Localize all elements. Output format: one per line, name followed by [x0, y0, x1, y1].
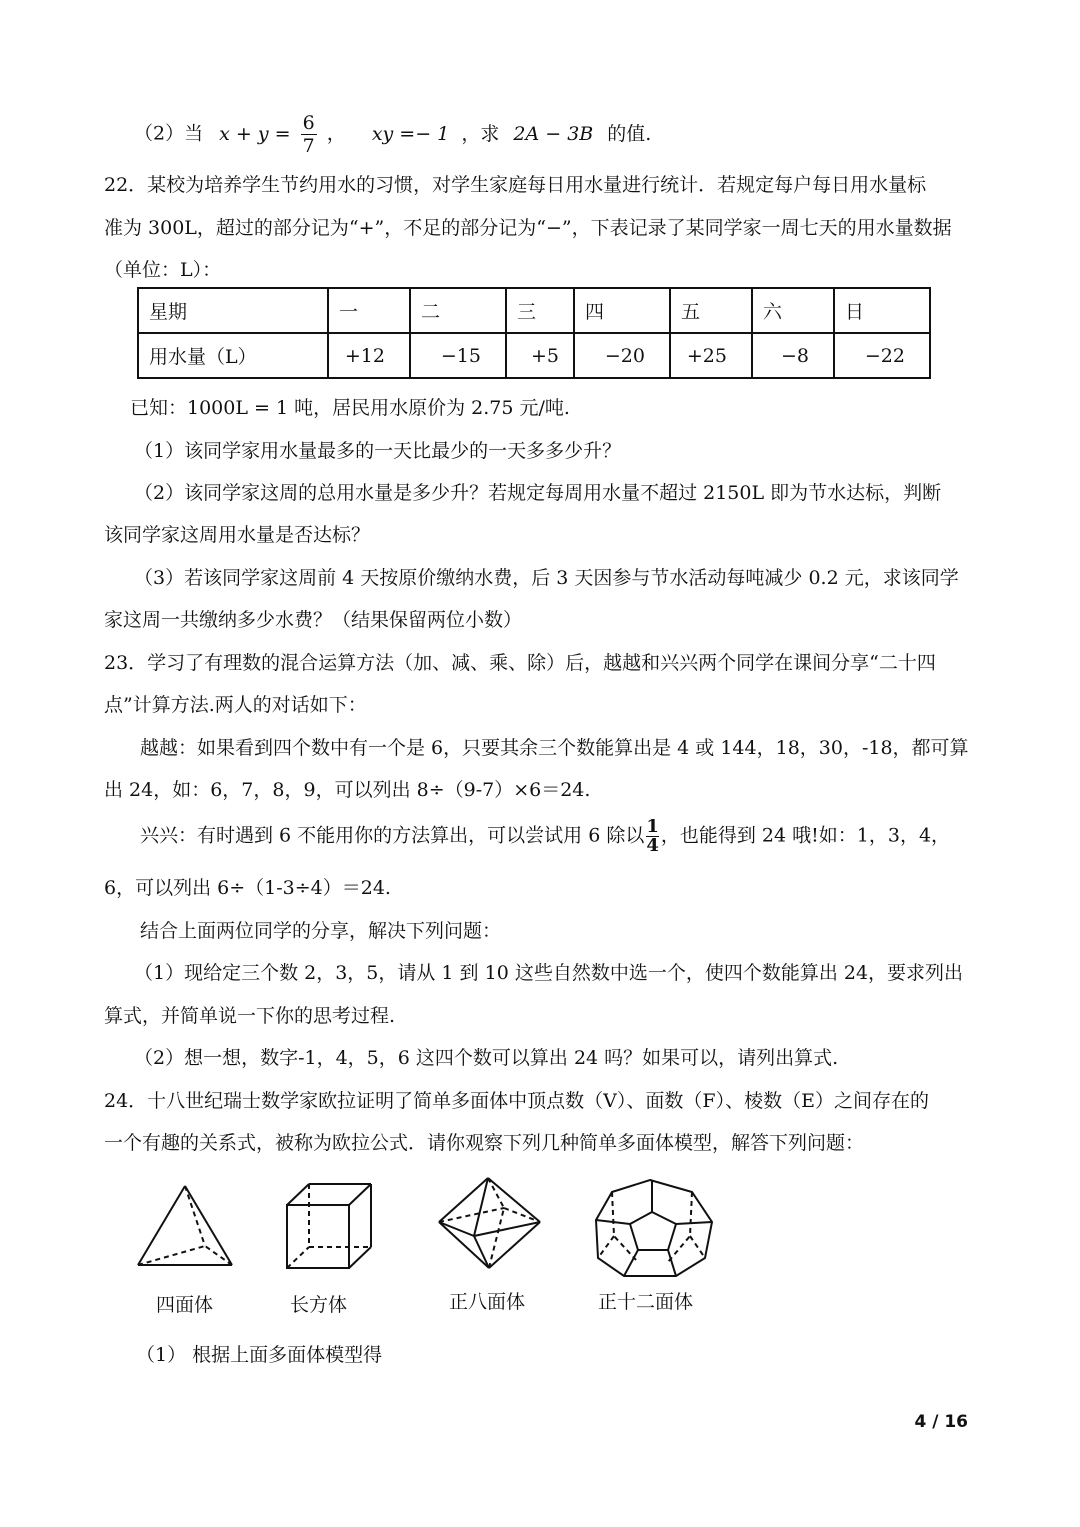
dodecahedron-figure [596, 1180, 712, 1276]
q21-mid: ，求 [461, 122, 500, 145]
table-cell: 四 [574, 288, 670, 333]
table-cell: +12 [328, 333, 410, 378]
tetrahedron-figure [138, 1186, 232, 1265]
frac-num: 6 [302, 112, 315, 134]
q23-part1a: （1）现给定三个数 2，3，5，请从 1 到 10 这些自然数中选一个，使四个数能算出 24，要求列出 [134, 962, 964, 984]
q23-line2: 点”计算方法.两人的对话如下： [104, 694, 367, 716]
caption-octahedron: 正八面体 [449, 1291, 526, 1313]
expr-xy: xy =− 1 [371, 122, 450, 145]
octahedron-figure [439, 1178, 540, 1268]
q22-part1: （1）该同学家用水量最多的一天比最少的一天多多少升？ [134, 440, 622, 462]
table-cell: −20 [574, 333, 670, 378]
q23-xingxing2: 6，可以列出 6÷（1-3÷4）＝24. [104, 877, 391, 899]
page-number: 4 / 16 [914, 1412, 968, 1432]
q24-line2: 一个有趣的关系式，被称为欧拉公式．请你观察下列几种简单多面体模型，解答下列问题： [104, 1132, 865, 1154]
table-cell: 三 [506, 288, 574, 333]
q22-known: 已知：1000L = 1 吨，居民用水原价为 2.75 元/吨. [130, 397, 570, 419]
table-cell: 用水量（L） [138, 333, 328, 378]
q22-line1: 22．某校为培养学生节约用水的习惯，对学生家庭每日用水量进行统计．若规定每户每日用水量标 [104, 174, 927, 196]
xingxing-text-a: 兴兴：有时遇到 6 不能用你的方法算出，可以尝试用 6 除以 [140, 824, 645, 847]
frac-den: 4 [646, 835, 659, 856]
table-cell: 一 [328, 288, 410, 333]
q21-sep: ， [326, 122, 346, 145]
xingxing-text-b: ，也能得到 24 哦!如：1，3，4， [660, 824, 951, 847]
q22-part2b: 该同学家这周用水量是否达标？ [104, 524, 371, 546]
q21-prefix: （2）当 [134, 122, 204, 145]
cuboid-figure [287, 1184, 371, 1268]
table-cell: 日 [834, 288, 930, 333]
q23-yueyue2: 出 24，如：6，7，8，9，可以列出 8÷（9-7）×6＝24. [104, 779, 591, 801]
table-cell: −15 [410, 333, 506, 378]
q23-part1b: 算式，并简单说一下你的思考过程. [104, 1005, 396, 1027]
q22-line2: 准为 300L，超过的部分记为“+”，不足的部分记为“−”，下表记录了某同学家一周七天的用水量数据 [104, 217, 952, 239]
table-cell: 星期 [138, 288, 328, 333]
q24-part1: （1） 根据上面多面体模型得 [136, 1344, 383, 1366]
q22-part3b: 家这周一共缴纳多少水费？（结果保留两位小数） [104, 609, 523, 631]
q22-part3a: （3）若该同学家这周前 4 天按原价缴纳水费，后 3 天因参与节水活动每吨减少 0.2 元，求该同学 [134, 567, 959, 589]
table-cell: −22 [834, 333, 930, 378]
q24-line1: 24．十八世纪瑞士数学家欧拉证明了简单多面体中顶点数（V）、面数（F）、棱数（E）之间存在的 [104, 1090, 929, 1112]
table-cell: −8 [752, 333, 834, 378]
q21-suffix: 的值. [607, 122, 652, 145]
table-cell: +25 [670, 333, 752, 378]
q23-line1: 23．学习了有理数的混合运算方法（加、减、乘、除）后，越越和兴兴两个同学在课间分享“二十四 [104, 652, 936, 674]
q23-yueyue1: 越越：如果看到四个数中有一个是 6，只要其余三个数能算出是 4 或 144，18，30，-18，都可算 [140, 737, 969, 759]
table-cell: +5 [506, 333, 574, 378]
q23-combine: 结合上面两位同学的分享，解决下列问题： [140, 920, 502, 942]
caption-tetrahedron: 四面体 [156, 1294, 214, 1316]
frac-den: 7 [302, 135, 315, 157]
table-cell: 五 [670, 288, 752, 333]
frac-num: 1 [646, 816, 659, 837]
table-cell: 六 [752, 288, 834, 333]
caption-cuboid: 长方体 [290, 1294, 348, 1316]
q22-line3: （单位：L）： [104, 259, 222, 281]
q23-part2: （2）想一想，数字-1，4，5，6 这四个数可以算出 24 吗？如果可以，请列出算式. [134, 1047, 839, 1069]
expr-x-plus-y: x + y = [219, 122, 291, 145]
expr-2a-3b: 2A − 3B [513, 122, 594, 145]
caption-dodecahedron: 正十二面体 [598, 1291, 694, 1313]
q22-part2a: （2）该同学家这周的总用水量是多少升？若规定每周用水量不超过 2150L 即为节水达标，判断 [134, 482, 942, 504]
table-cell: 二 [410, 288, 506, 333]
